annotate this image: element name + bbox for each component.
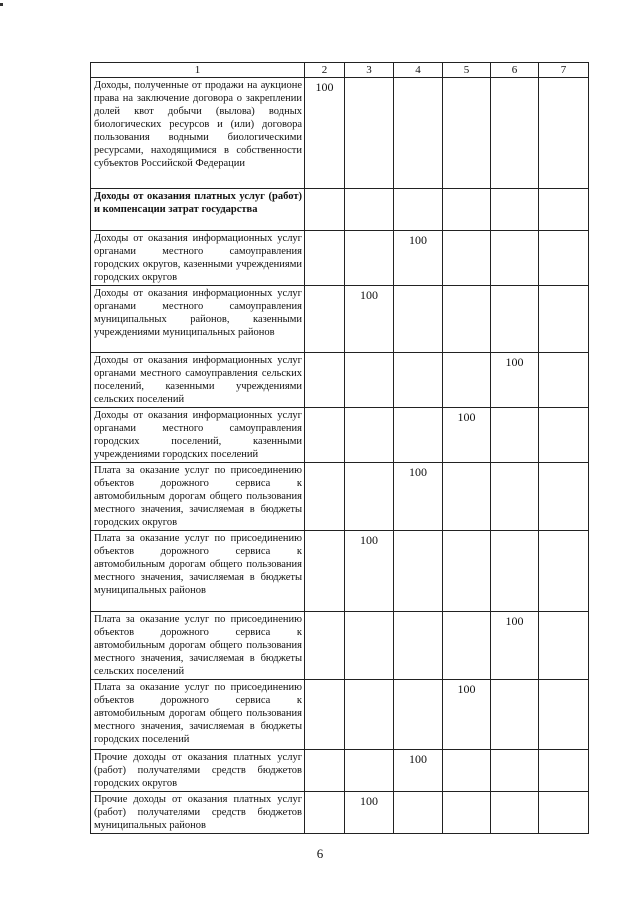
value-cell-col-2 — [305, 612, 345, 680]
header-cell: 1 — [91, 63, 305, 78]
table-row — [91, 680, 589, 750]
value-cell-col-5 — [443, 463, 491, 531]
value-cell-col-7 — [539, 463, 589, 531]
value-cell-col-4 — [394, 680, 443, 750]
value-cell-col-2 — [305, 189, 345, 231]
value-cell-col-4: 100 — [394, 463, 443, 531]
value-cell-col-6 — [491, 792, 539, 834]
value-cell-col-6 — [491, 231, 539, 286]
value-cell-col-7 — [539, 286, 589, 353]
value-cell-col-2 — [305, 408, 345, 463]
value-cell-col-2 — [305, 792, 345, 834]
value-cell-col-7 — [539, 750, 589, 792]
row-description: Доходы, полученные от продажи на аукционе права на заключение договора о закреплении долей квот добычи (вылова) водных биологических ресурсов и (или) договора пользования водными биологическими ресурсами, находящимися в собственности субъектов Российской Федерации — [91, 78, 305, 189]
value-cell-col-6 — [491, 531, 539, 612]
value-cell-col-7 — [539, 680, 589, 750]
value-cell-col-4 — [394, 792, 443, 834]
value-cell-col-3 — [345, 231, 394, 286]
table-row — [91, 189, 589, 231]
value-cell-col-4: 100 — [394, 231, 443, 286]
value-cell-col-5 — [443, 78, 491, 189]
value-cell-col-3 — [345, 408, 394, 463]
page-number: 6 — [316, 846, 324, 861]
header-cell: 6 — [491, 63, 539, 78]
table-row — [91, 531, 589, 612]
value-cell-col-3 — [345, 353, 394, 408]
value-cell-col-4 — [394, 531, 443, 612]
value-cell-col-5 — [443, 612, 491, 680]
value-cell-col-5 — [443, 353, 491, 408]
row-description: Прочие доходы от оказания платных услуг (работ) получателями средств бюджетов городских округов — [91, 750, 305, 792]
table-row — [91, 231, 589, 286]
value-cell-col-3 — [345, 750, 394, 792]
value-cell-col-7 — [539, 531, 589, 612]
header-cell: 3 — [345, 63, 394, 78]
value-cell-col-5 — [443, 189, 491, 231]
value-cell-col-5 — [443, 231, 491, 286]
value-cell-col-7 — [539, 612, 589, 680]
value-cell-col-6 — [491, 189, 539, 231]
row-description: Плата за оказание услуг по присоединению объектов дорожного сервиса к автомобильным дорогам общего пользования местного значения, зачисляемая в бюджеты сельских поселений — [91, 612, 305, 680]
revenue-table — [90, 62, 589, 834]
table-row — [91, 78, 589, 189]
row-description: Доходы от оказания информационных услуг органами местного самоуправления сельских поселений, казенными учреждениями сельских поселений — [91, 353, 305, 408]
value-cell-col-3 — [345, 78, 394, 189]
header-cell: 4 — [394, 63, 443, 78]
value-cell-col-7 — [539, 408, 589, 463]
value-cell-col-4 — [394, 78, 443, 189]
value-cell-col-2 — [305, 231, 345, 286]
value-cell-col-6 — [491, 78, 539, 189]
value-cell-col-7 — [539, 189, 589, 231]
value-cell-col-5 — [443, 792, 491, 834]
value-cell-col-6 — [491, 680, 539, 750]
value-cell-col-2 — [305, 680, 345, 750]
value-cell-col-6: 100 — [491, 353, 539, 408]
table-row — [91, 750, 589, 792]
value-cell-col-5 — [443, 286, 491, 353]
value-cell-col-3: 100 — [345, 792, 394, 834]
value-cell-col-2 — [305, 750, 345, 792]
value-cell-col-6 — [491, 750, 539, 792]
value-cell-col-6 — [491, 408, 539, 463]
value-cell-col-3 — [345, 463, 394, 531]
value-cell-col-2 — [305, 353, 345, 408]
value-cell-col-4 — [394, 189, 443, 231]
row-description: Плата за оказание услуг по присоединению объектов дорожного сервиса к автомобильным дорогам общего пользования местного значения, зачисляемая в бюджеты муниципальных районов — [91, 531, 305, 612]
value-cell-col-4 — [394, 612, 443, 680]
header-cell: 5 — [443, 63, 491, 78]
value-cell-col-5 — [443, 531, 491, 612]
scan-mark — [0, 3, 3, 6]
row-description: Доходы от оказания информационных услуг органами местного самоуправления городских поселений, казенными учреждениями городских поселений — [91, 408, 305, 463]
header-cell: 7 — [539, 63, 589, 78]
row-description: Плата за оказание услуг по присоединению объектов дорожного сервиса к автомобильным дорогам общего пользования местного значения, зачисляемая в бюджеты городских округов — [91, 463, 305, 531]
value-cell-col-3 — [345, 680, 394, 750]
value-cell-col-4: 100 — [394, 750, 443, 792]
row-description: Доходы от оказания платных услуг (работ) и компенсации затрат государства — [91, 189, 305, 231]
header-row — [91, 63, 589, 78]
row-description: Доходы от оказания информационных услуг органами местного самоуправления городских округов, казенными учреждениями городских округов — [91, 231, 305, 286]
value-cell-col-5 — [443, 750, 491, 792]
value-cell-col-7 — [539, 792, 589, 834]
table-row — [91, 463, 589, 531]
header-cell: 2 — [305, 63, 345, 78]
value-cell-col-6 — [491, 463, 539, 531]
table-row — [91, 792, 589, 834]
row-description: Доходы от оказания информационных услуг органами местного самоуправления муниципальных районов, казенными учреждениями муниципальных районов — [91, 286, 305, 353]
value-cell-col-3 — [345, 189, 394, 231]
value-cell-col-5: 100 — [443, 680, 491, 750]
table-row — [91, 353, 589, 408]
value-cell-col-4 — [394, 286, 443, 353]
row-description: Плата за оказание услуг по присоединению объектов дорожного сервиса к автомобильным дорогам общего пользования местного значения, зачисляемая в бюджеты городских поселений — [91, 680, 305, 750]
value-cell-col-4 — [394, 408, 443, 463]
value-cell-col-2 — [305, 286, 345, 353]
value-cell-col-7 — [539, 353, 589, 408]
table-row — [91, 286, 589, 353]
value-cell-col-3: 100 — [345, 286, 394, 353]
value-cell-col-6: 100 — [491, 612, 539, 680]
row-description: Прочие доходы от оказания платных услуг (работ) получателями средств бюджетов муниципальных районов — [91, 792, 305, 834]
table-row — [91, 408, 589, 463]
value-cell-col-2 — [305, 463, 345, 531]
value-cell-col-7 — [539, 78, 589, 189]
value-cell-col-7 — [539, 231, 589, 286]
value-cell-col-3: 100 — [345, 531, 394, 612]
value-cell-col-4 — [394, 353, 443, 408]
value-cell-col-3 — [345, 612, 394, 680]
value-cell-col-5: 100 — [443, 408, 491, 463]
value-cell-col-2: 100 — [305, 78, 345, 189]
table-row — [91, 612, 589, 680]
value-cell-col-6 — [491, 286, 539, 353]
value-cell-col-2 — [305, 531, 345, 612]
